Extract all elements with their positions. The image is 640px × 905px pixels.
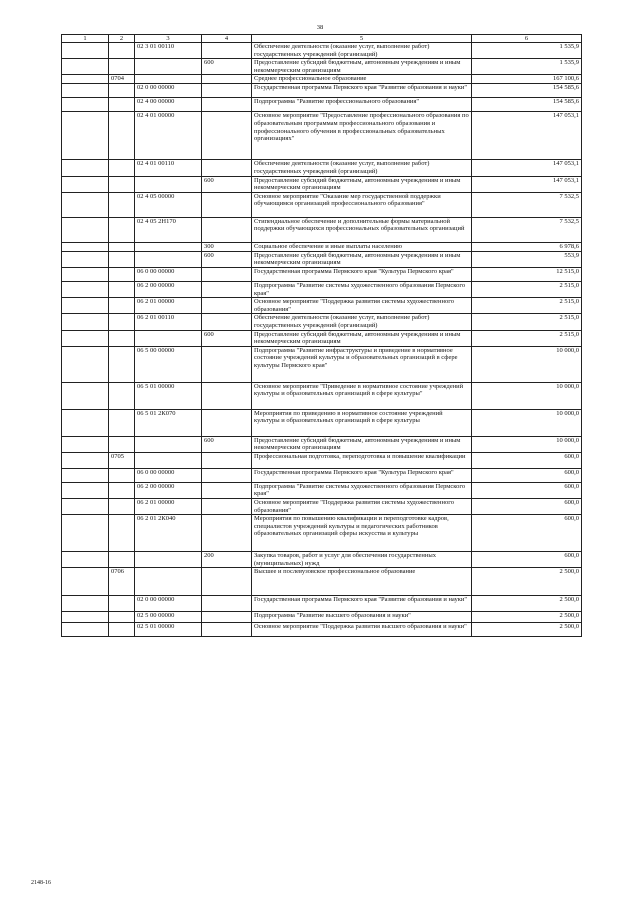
cell-section-code [109, 314, 135, 330]
cell-target-article: 02 4 05 00000 [135, 192, 202, 217]
cell-target-article: 06 2 01 00000 [135, 499, 202, 515]
table-row [62, 515, 582, 552]
cell-section-code: 0704 [109, 75, 135, 84]
cell-expense-type [202, 499, 252, 515]
cell-description: Предоставление субсидий бюджетным, автономным учреждениям и иным некоммерческим организациям [252, 436, 472, 452]
cell-section-code [109, 482, 135, 498]
table-row [62, 176, 582, 192]
table-row [62, 242, 582, 251]
cell-amount: 147 053,1 [472, 112, 582, 160]
cell-col-1 [62, 267, 109, 281]
table-row [62, 436, 582, 452]
cell-description: Основное мероприятие "Приведение в нормативное состояние учреждений культуры и образовательных организаций в сфере культуры" [252, 382, 472, 409]
cell-col-1 [62, 499, 109, 515]
cell-amount: 600,0 [472, 515, 582, 552]
cell-description: Предоставление субсидий бюджетным, автономным учреждениям и иным некоммерческим организациям [252, 330, 472, 346]
cell-target-article: 06 2 01 00110 [135, 314, 202, 330]
cell-description: Предоставление субсидий бюджетным, автономным учреждениям и иным некоммерческим организациям [252, 176, 472, 192]
cell-col-1 [62, 192, 109, 217]
cell-col-1 [62, 468, 109, 482]
cell-amount: 2 515,0 [472, 314, 582, 330]
cell-amount: 147 053,1 [472, 176, 582, 192]
cell-col-1 [62, 251, 109, 267]
cell-col-1 [62, 482, 109, 498]
cell-section-code [109, 623, 135, 637]
cell-description: Основное мероприятие "Поддержка развития системы художественного образования" [252, 499, 472, 515]
cell-expense-type [202, 452, 252, 468]
cell-description: Среднее профессиональное образование [252, 75, 472, 84]
cell-description: Основное мероприятие "Поддержка развития системы художественного образования" [252, 298, 472, 314]
cell-amount: 10 000,0 [472, 409, 582, 436]
cell-description: Стипендиальное обеспечение и дополнительные формы материальной поддержки обучающихся профессиональных образовательных организаций [252, 217, 472, 242]
cell-section-code [109, 98, 135, 112]
cell-expense-type [202, 298, 252, 314]
cell-target-article: 02 3 01 00110 [135, 43, 202, 59]
budget-table [61, 34, 582, 637]
cell-section-code [109, 330, 135, 346]
cell-amount: 2 500,0 [472, 623, 582, 637]
cell-col-1 [62, 242, 109, 251]
cell-description: Основное мероприятие "Поддержка развития высшего образования и науки" [252, 623, 472, 637]
cell-amount: 600,0 [472, 552, 582, 568]
cell-target-article: 02 5 01 00000 [135, 623, 202, 637]
cell-expense-type: 200 [202, 552, 252, 568]
cell-amount: 600,0 [472, 468, 582, 482]
cell-col-1 [62, 623, 109, 637]
cell-description: Подпрограмма "Развитие высшего образования и науки" [252, 612, 472, 623]
table-row [62, 409, 582, 436]
cell-description: Подпрограмма "Развитие системы художественного образования Пермского края" [252, 281, 472, 297]
cell-target-article: 06 2 00 00000 [135, 281, 202, 297]
cell-col-1 [62, 298, 109, 314]
cell-description: Основное мероприятие "Предоставление профессионального образования по образовательным программам профессионального образования и профессионального обучения в профессиональных образовательных организациях" [252, 112, 472, 160]
cell-col-1 [62, 112, 109, 160]
cell-section-code [109, 160, 135, 176]
cell-description: Государственная программа Пермского края "Развитие образования и науки" [252, 596, 472, 612]
table-row [62, 623, 582, 637]
cell-expense-type: 600 [202, 176, 252, 192]
cell-expense-type [202, 515, 252, 552]
cell-col-1 [62, 98, 109, 112]
cell-target-article: 06 0 00 00000 [135, 468, 202, 482]
cell-expense-type: 600 [202, 59, 252, 75]
cell-expense-type [202, 160, 252, 176]
cell-section-code [109, 251, 135, 267]
cell-target-article: 06 2 00 00000 [135, 482, 202, 498]
table-row [62, 59, 582, 75]
cell-expense-type [202, 98, 252, 112]
cell-section-code [109, 267, 135, 281]
cell-amount: 10 000,0 [472, 382, 582, 409]
cell-amount: 1 535,9 [472, 43, 582, 59]
cell-description: Государственная программа Пермского края "Культура Пермского края" [252, 468, 472, 482]
cell-amount: 600,0 [472, 452, 582, 468]
table-row [62, 160, 582, 176]
cell-target-article: 02 0 00 00000 [135, 596, 202, 612]
cell-col-1 [62, 409, 109, 436]
cell-description: Мероприятия по повышению квалификации и переподготовке кадров, специалистов учреждений культуры и педагогических работников образовательных организаций сферы искусства и культуры [252, 515, 472, 552]
cell-target-article [135, 568, 202, 596]
cell-col-1 [62, 217, 109, 242]
cell-col-1 [62, 43, 109, 59]
cell-amount: 10 000,0 [472, 346, 582, 382]
cell-section-code [109, 217, 135, 242]
table-row [62, 75, 582, 84]
cell-target-article [135, 330, 202, 346]
cell-expense-type [202, 612, 252, 623]
cell-section-code [109, 436, 135, 452]
table-row [62, 217, 582, 242]
document-code: 2148-16 [31, 880, 51, 886]
cell-description: Подпрограмма "Развитие профессионального образования" [252, 98, 472, 112]
cell-expense-type: 600 [202, 330, 252, 346]
table-row [62, 251, 582, 267]
cell-col-1 [62, 515, 109, 552]
table-row [62, 499, 582, 515]
cell-col-1 [62, 84, 109, 98]
cell-target-article [135, 436, 202, 452]
table-row [62, 482, 582, 498]
table-row [62, 98, 582, 112]
cell-description: Обеспечение деятельности (оказание услуг, выполнение работ) государственных учреждений (организаций) [252, 160, 472, 176]
cell-target-article: 06 5 00 00000 [135, 346, 202, 382]
cell-col-1 [62, 596, 109, 612]
table-row [62, 568, 582, 596]
cell-expense-type [202, 84, 252, 98]
cell-target-article: 02 4 05 2Н170 [135, 217, 202, 242]
cell-section-code [109, 298, 135, 314]
cell-expense-type: 600 [202, 436, 252, 452]
table-row [62, 112, 582, 160]
cell-col-1 [62, 436, 109, 452]
cell-expense-type [202, 43, 252, 59]
cell-expense-type [202, 281, 252, 297]
cell-section-code [109, 346, 135, 382]
cell-col-1 [62, 612, 109, 623]
table-row [62, 43, 582, 59]
cell-expense-type [202, 409, 252, 436]
cell-col-1 [62, 330, 109, 346]
cell-amount: 2 515,0 [472, 281, 582, 297]
cell-expense-type [202, 382, 252, 409]
cell-target-article: 02 4 00 00000 [135, 98, 202, 112]
column-header: 3 [135, 35, 202, 43]
cell-target-article: 02 4 01 00000 [135, 112, 202, 160]
cell-description: Обеспечение деятельности (оказание услуг, выполнение работ) государственных учреждений (организаций) [252, 43, 472, 59]
table-row [62, 330, 582, 346]
page-number: 38 [316, 24, 324, 31]
cell-expense-type [202, 112, 252, 160]
column-header: 6 [472, 35, 582, 43]
cell-col-1 [62, 452, 109, 468]
cell-target-article: 06 5 01 00000 [135, 382, 202, 409]
cell-expense-type [202, 482, 252, 498]
cell-target-article [135, 251, 202, 267]
cell-expense-type [202, 596, 252, 612]
cell-amount: 167 100,6 [472, 75, 582, 84]
cell-target-article: 06 2 01 00000 [135, 298, 202, 314]
table-row [62, 382, 582, 409]
cell-expense-type: 300 [202, 242, 252, 251]
cell-expense-type [202, 267, 252, 281]
cell-section-code: 0705 [109, 452, 135, 468]
cell-section-code [109, 382, 135, 409]
cell-expense-type [202, 468, 252, 482]
cell-amount: 2 500,0 [472, 596, 582, 612]
table-row [62, 346, 582, 382]
cell-amount: 7 532,5 [472, 217, 582, 242]
cell-expense-type [202, 568, 252, 596]
cell-col-1 [62, 75, 109, 84]
cell-target-article: 06 2 01 2К040 [135, 515, 202, 552]
cell-target-article [135, 75, 202, 84]
cell-col-1 [62, 59, 109, 75]
cell-section-code [109, 409, 135, 436]
cell-description: Профессиональная подготовка, переподготовка и повышение квалификации [252, 452, 472, 468]
cell-description: Закупка товаров, работ и услуг для обеспечения государственных (муниципальных) нужд [252, 552, 472, 568]
cell-expense-type [202, 346, 252, 382]
cell-target-article: 02 4 01 00110 [135, 160, 202, 176]
cell-col-1 [62, 568, 109, 596]
cell-section-code [109, 192, 135, 217]
cell-description: Основное мероприятие "Оказание мер государственной поддержки обучающимся организаций профессионального образования" [252, 192, 472, 217]
column-header: 1 [62, 35, 109, 43]
cell-description: Предоставление субсидий бюджетным, автономным учреждениям и иным некоммерческим организациям [252, 251, 472, 267]
cell-section-code [109, 499, 135, 515]
cell-col-1 [62, 382, 109, 409]
table-row [62, 452, 582, 468]
cell-amount: 147 053,1 [472, 160, 582, 176]
cell-section-code [109, 515, 135, 552]
cell-target-article: 02 5 00 00000 [135, 612, 202, 623]
cell-amount: 2 500,0 [472, 612, 582, 623]
cell-section-code [109, 176, 135, 192]
cell-col-1 [62, 314, 109, 330]
cell-amount: 7 532,5 [472, 192, 582, 217]
cell-target-article: 06 5 01 2К070 [135, 409, 202, 436]
cell-amount: 600,0 [472, 499, 582, 515]
cell-col-1 [62, 552, 109, 568]
cell-target-article: 06 0 00 00000 [135, 267, 202, 281]
cell-section-code [109, 281, 135, 297]
table-row [62, 192, 582, 217]
cell-amount: 1 535,9 [472, 59, 582, 75]
table-row [62, 468, 582, 482]
table-row [62, 267, 582, 281]
cell-amount: 600,0 [472, 482, 582, 498]
cell-amount: 154 585,6 [472, 98, 582, 112]
cell-expense-type [202, 314, 252, 330]
table-row [62, 281, 582, 297]
cell-section-code [109, 596, 135, 612]
cell-amount: 154 585,6 [472, 84, 582, 98]
cell-expense-type [202, 217, 252, 242]
cell-section-code [109, 612, 135, 623]
cell-target-article: 02 0 00 00000 [135, 84, 202, 98]
cell-section-code [109, 468, 135, 482]
table-body [62, 43, 582, 637]
cell-section-code [109, 112, 135, 160]
column-header: 4 [202, 35, 252, 43]
cell-amount: 10 000,0 [472, 436, 582, 452]
cell-amount: 2 500,0 [472, 568, 582, 596]
cell-description: Высшее и послевузовское профессиональное образование [252, 568, 472, 596]
cell-amount: 6 978,6 [472, 242, 582, 251]
column-header: 2 [109, 35, 135, 43]
cell-description: Государственная программа Пермского края "Развитие образования и науки" [252, 84, 472, 98]
cell-target-article [135, 176, 202, 192]
cell-expense-type [202, 192, 252, 217]
cell-amount: 12 515,0 [472, 267, 582, 281]
table-row [62, 612, 582, 623]
cell-target-article [135, 452, 202, 468]
cell-target-article [135, 552, 202, 568]
cell-section-code [109, 552, 135, 568]
cell-description: Предоставление субсидий бюджетным, автономным учреждениям и иным некоммерческим организациям [252, 59, 472, 75]
cell-expense-type [202, 623, 252, 637]
cell-description: Социальное обеспечение и иные выплаты населению [252, 242, 472, 251]
cell-description: Мероприятия по приведению в нормативное состояние учреждений культуры и образовательных организаций в сфере культуры [252, 409, 472, 436]
table-row [62, 596, 582, 612]
cell-section-code [109, 59, 135, 75]
cell-amount: 553,9 [472, 251, 582, 267]
cell-section-code [109, 242, 135, 251]
cell-section-code [109, 84, 135, 98]
table-header-row [62, 35, 582, 43]
table-row [62, 84, 582, 98]
cell-amount: 2 515,0 [472, 298, 582, 314]
cell-col-1 [62, 160, 109, 176]
cell-section-code: 0706 [109, 568, 135, 596]
cell-col-1 [62, 346, 109, 382]
cell-amount: 2 515,0 [472, 330, 582, 346]
table-row [62, 552, 582, 568]
table-row [62, 298, 582, 314]
cell-description: Обеспечение деятельности (оказание услуг, выполнение работ) государственных учреждений (организаций) [252, 314, 472, 330]
table-row [62, 314, 582, 330]
cell-description: Подпрограмма "Развитие инфраструктуры и приведение в нормативное состояние учреждений культуры и образовательных организаций в сфере культуры Пермского края" [252, 346, 472, 382]
column-header: 5 [252, 35, 472, 43]
cell-target-article [135, 242, 202, 251]
cell-expense-type: 600 [202, 251, 252, 267]
cell-expense-type [202, 75, 252, 84]
cell-description: Подпрограмма "Развитие системы художественного образования Пермского края" [252, 482, 472, 498]
cell-col-1 [62, 281, 109, 297]
cell-description: Государственная программа Пермского края "Культура Пермского края" [252, 267, 472, 281]
cell-target-article [135, 59, 202, 75]
cell-col-1 [62, 176, 109, 192]
cell-section-code [109, 43, 135, 59]
